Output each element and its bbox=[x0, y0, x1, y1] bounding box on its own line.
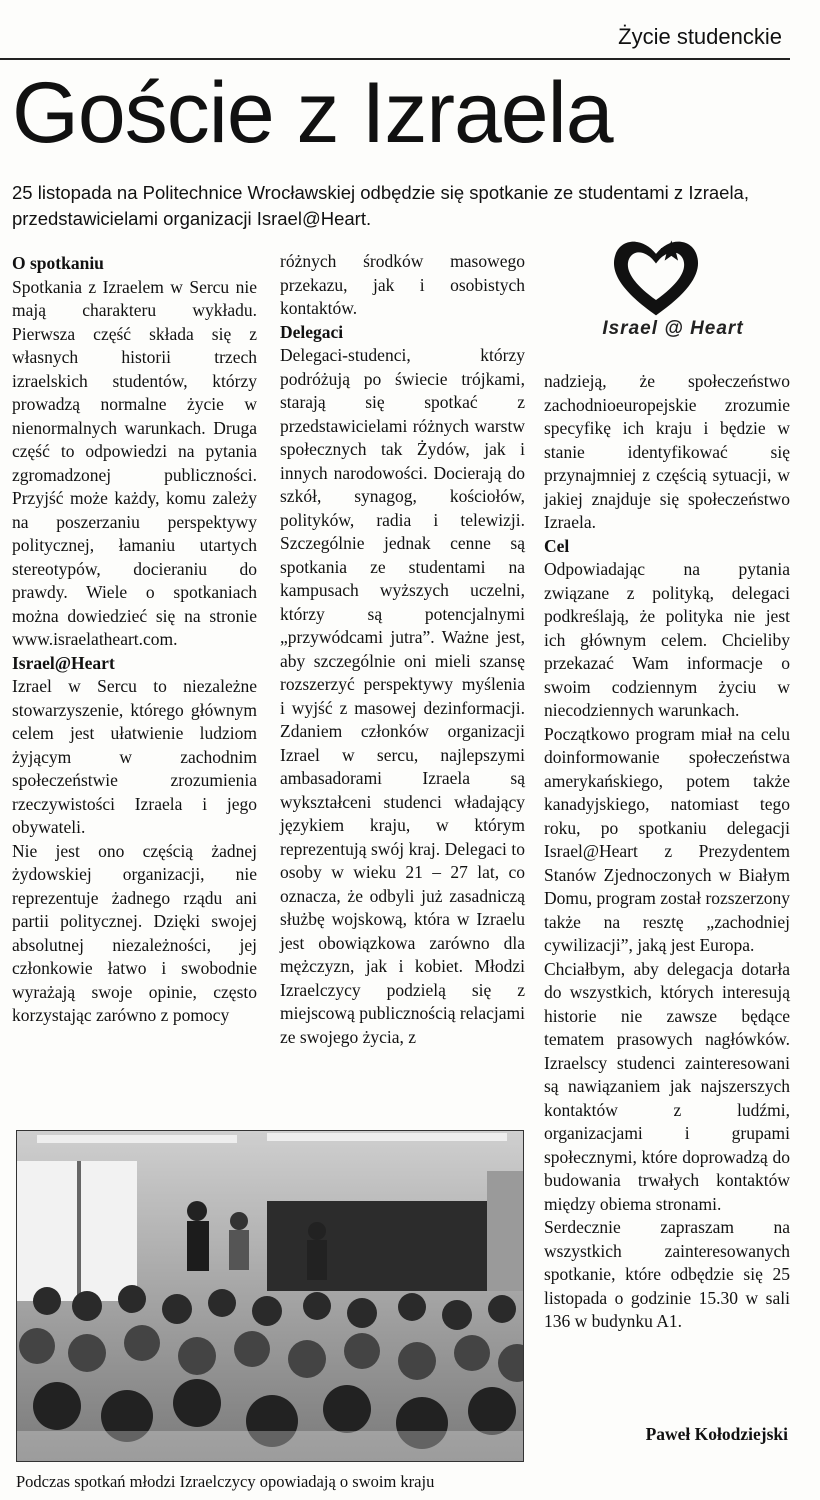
article-author: Paweł Kołodziejski bbox=[645, 1424, 788, 1444]
event-photo bbox=[16, 1130, 524, 1462]
paragraph: Odpowiadając na pytania związane z polityką, delegaci podkreślają, że polityka nie jest ich głównym celem. Chcieliby przekazać Wam informacje o swoim codziennym życiu w niecodziennych warunkach. bbox=[544, 559, 790, 720]
article-title: Goście z Izraela bbox=[12, 65, 613, 161]
paragraph: Początkowo program miał na celu doinformowanie społeczeństwa amerykańskiego, potem także kanadyjskiego, natomiast tego roku, po spotkaniu delegacji Israel@Heart z Prezydentem Stanów Zjednoczonych w Białym Domu, program został rozszerzony także na resztę „zachodniej cywilizacji”, jaką jest Europa. bbox=[544, 723, 790, 955]
heart-star-icon bbox=[608, 232, 704, 320]
subheading-o-spotkaniu: O spotkaniu bbox=[12, 253, 104, 273]
subheading-israel-heart: Israel@Heart bbox=[12, 652, 115, 673]
paragraph: Izrael w Sercu to niezależne stowarzyszenie, którego głównym celem jest ułatwienie ludziom żyjącym w zachodnim społeczeństwie zrozumienia rzeczywistości Izraela i jego obywateli. bbox=[12, 676, 257, 837]
paragraph: różnych środków masowego przekazu, jak i osobistych kontaktów. bbox=[280, 251, 525, 318]
article-lead: 25 listopada na Politechnice Wrocławskiej odbędzie się spotkanie ze studentami z Izraela, przedstawicielami organizacji Israel@Heart. bbox=[12, 182, 749, 229]
column-3 bbox=[544, 370, 790, 1334]
paragraph: Nie jest ono częścią żadnej żydowskiej organizacji, nie reprezentuje żadnego rządu ani partii politycznej. Dzięki swojej absolutnej niezależności, jej członkowie łatwo i swobodnie wyrażają swoje opinie, często korzystając zarówno z pomocy bbox=[12, 840, 257, 1025]
section-tag: Życie studenckie bbox=[618, 24, 782, 49]
subheading-delegaci: Delegaci bbox=[280, 321, 344, 342]
logo-text: Israel @ Heart bbox=[602, 318, 744, 339]
paragraph: Delegaci-studenci, którzy podróżują po świecie trójkami, starają się spotkać z przedstawicielami różnych warstw społecznych tak Żydów, jak i innych narodowości. Docierają do szkół, synagog, kościołów, polityków, radia i telewizji. Szczególnie jednak cenne są spotkania ze studentami na kampusach wyższych uczelni, którzy są potencjalnymi „przywódcami jutra”. Ważne jest, aby szczególnie oni mieli szansę rozszerzyć perspektywy myślenia i wyjść z masowej dezinformacji. Zdaniem członków organizacji Izrael w sercu, najlepszymi ambasadorami Izraela są wykształceni studenci władający językiem kraju, w którym reprezentują swój kraj. Delegaci to osoby w wieku 21 – 27 lat, co oznacza, że odbyli już zasadniczą służbę wojskową, która w Izraelu jest obowiązkowa zarówno dla mężczyzn, jak i kobiet. Młodzi Izraelczycy podzielą się z miejscową publicznością relacjami ze swojego życia, z bbox=[280, 345, 525, 1047]
paragraph: Chciałbym, aby delegacja dotarła do wszystkich, których interesują historie nie zawsze będące tematem prasowych nagłówków. Izraelscy studenci zainteresowani są nawiązaniem jak najszerszych kontaktów z ludźmi, organizacjami i grupami społecznymi, które doprowadzą do budowania trwałych kontaktów między obiema stronami. bbox=[544, 958, 790, 1214]
column-1 bbox=[12, 252, 257, 1028]
subheading-cel: Cel bbox=[544, 535, 570, 556]
paragraph: nadzieją, że społeczeństwo zachodnioeuropejskie zrozumie specyfikę ich kraju i będzie w stanie identyfikować się przynajmniej z częścią sytuacji, w jakiej znajduje się społeczeństwo Izraela. bbox=[544, 371, 790, 532]
audience-photo-illustration bbox=[17, 1131, 523, 1461]
israel-heart-logo bbox=[570, 232, 770, 342]
paragraph: Spotkania z Izraelem w Sercu nie mają charakteru wykładu. Pierwsza część składa się z własnych historii trzech izraelskich studentów, którzy prowadzą normalne życie w nienormalnych warunkach. Druga część to odpowiedzi na pytania zgromadzonej publiczności. Przyjść może każdy, komu zależy na poszerzaniu perspektywy politycznej, łamaniu utartych stereotypów, docieraniu do prawdy. Wiele o spotkaniach można dowiedzieć się na stronie www.israelatheart.com. bbox=[12, 276, 257, 649]
column-2 bbox=[280, 250, 525, 1049]
header-rule bbox=[0, 58, 790, 60]
photo-caption: Podczas spotkań młodzi Izraelczycy opowiadają o swoim kraju bbox=[16, 1472, 435, 1491]
paragraph: Serdecznie zapraszam na wszystkich zainteresowanych spotkanie, które odbędzie się 25 listopada o godzinie 15.30 w sali 136 w budynku A1. bbox=[544, 1217, 790, 1331]
